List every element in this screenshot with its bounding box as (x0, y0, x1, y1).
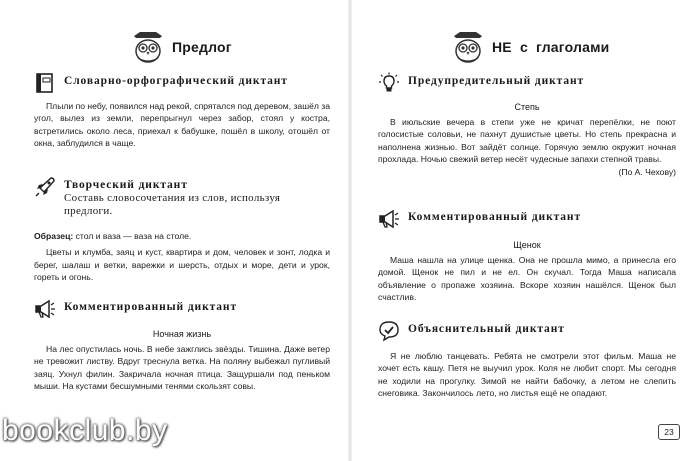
check-bubble-icon (378, 320, 400, 342)
section-body (378, 350, 676, 400)
section-body (378, 254, 676, 304)
section-body (34, 100, 330, 150)
left-page-header (130, 30, 232, 64)
text-title: Степь (514, 102, 540, 112)
section-explanatory-dictation (378, 322, 676, 400)
right-page-header (450, 30, 609, 64)
paragraph: Я не люблю танцевать. Ребята не смотрели этот фильм. Маша не хочет есть кашу. Петя не выучил урок. Коля не любит спорт. Мы сегодня не ходили на прогулку. Зимой не найти бабочку, а летом не слепить снеговика. Закончилось лето, но листья ещё не опадают. (378, 351, 676, 399)
page-title: Предлог (172, 39, 232, 55)
section-title: Комментированный диктант (408, 211, 582, 223)
section-body (34, 343, 330, 393)
text-title: Ночная жизнь (152, 329, 212, 339)
paragraph: Цветы и клумба, заяц и куст, квартира и дом, человек и зонт, лодка и берег, шалаш и ветки, варежки и шерсть, отдых и море, дети и урок, гореть и огонь. (34, 247, 330, 283)
right-page (350, 0, 700, 461)
section-spelling-dictation (34, 74, 330, 150)
lightbulb-icon (378, 72, 400, 94)
text-title: Щенок (513, 240, 541, 250)
paragraph: Маша нашла на улице щенка. Она не прошла мимо, а принесла его домой. Щенок не пил и не ел. Он скучал. Тогда Маша написала объявление о пропаже хозяина. Вскоре хозяин нашёлся. Щенок был счастлив. (378, 255, 676, 303)
section-creative-dictation (34, 178, 330, 284)
section-title: Предупредительный диктант (408, 75, 585, 87)
megaphone-icon (34, 298, 56, 320)
section-warning-dictation (378, 74, 676, 178)
sample-text: стол и ваза — ваза на столе. (75, 231, 192, 241)
section-body (378, 116, 676, 166)
paragraph: Плыли по небу, появился над рекой, спрятался под деревом, зашёл за угол, вылез из земли, перепрыгнул через забор, стоял у костра, встретились около леса, приехал к бабушке, пошёл в школу, отошёл от окна, заблудился в чаще. (34, 101, 330, 149)
sample-label: Образец: (34, 231, 74, 241)
section-commented-dictation (378, 210, 676, 304)
section-subtitle: Составь словосочетания из слов, используя предлоги. (64, 192, 281, 217)
section-commented-dictation (34, 300, 330, 393)
section-title: Объяснительный диктант (408, 323, 565, 335)
rocket-icon (34, 176, 56, 198)
page-number: 23 (658, 424, 680, 440)
book-icon (34, 72, 56, 94)
section-body (34, 230, 330, 284)
owl-icon (450, 30, 486, 64)
attribution: (По А. Чехову) (618, 166, 676, 177)
section-title: Творческий диктант (64, 179, 188, 191)
megaphone-icon (378, 208, 400, 230)
sample-line (34, 230, 330, 242)
paragraph: На лес опустилась ночь. В небе зажглись звёзды. Тишина. Даже ветер не тревожит листву. Вдруг треснула ветка. На поляну выбежал пугливый заяц. Ухнул филин. Закричала ночная птица. Защуршали под пеньком мыши. На кустами бесшумными тенями скользят совы. (34, 344, 330, 392)
owl-icon (130, 30, 166, 64)
section-title: Словарно-орфографический диктант (64, 75, 288, 87)
section-title: Комментированный диктант (64, 301, 238, 313)
page-title: НЕ с глаголами (492, 39, 610, 55)
watermark-logo: bookclub.by (2, 414, 168, 447)
paragraph: В июльские вечера в степи уже не кричат перепёлки, не поют голосистые соловьи, не пахнут душистые цветы. Но степь прекрасна и наполнена жизнью. Вот зайдёт солнце. Горячую землю окружит ночная прохлада. Ночью свежий ветер несёт чудесные запахи степной травы. (378, 117, 676, 165)
